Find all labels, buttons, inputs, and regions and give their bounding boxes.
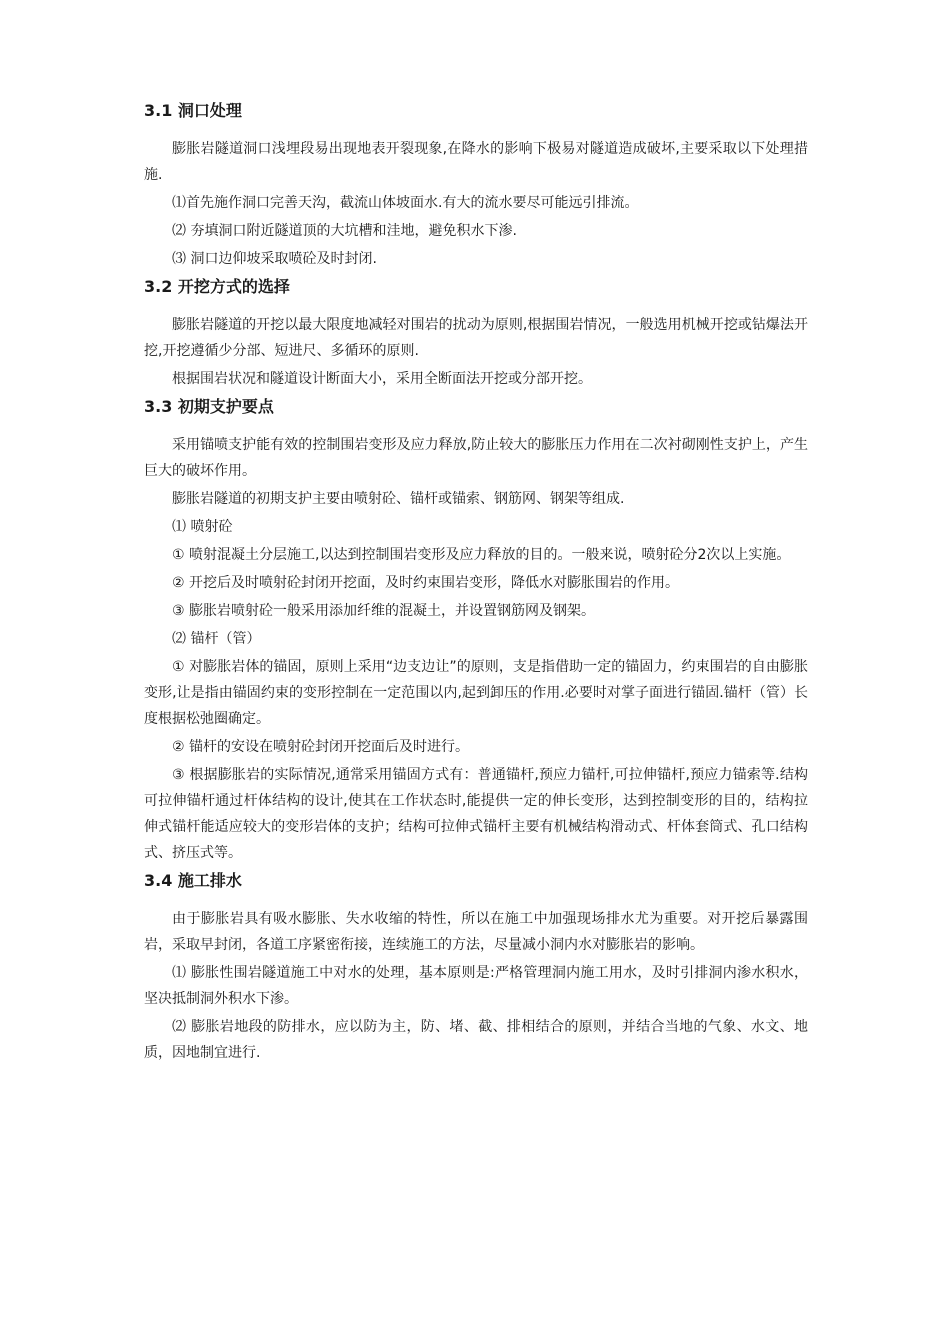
- list-item: ⑵ 膨胀岩地段的防排水，应以防为主，防、堵、截、排相结合的原则，并结合当地的气象、水文、地质，因地制宜进行.: [144, 1019, 808, 1061]
- list-item: ② 锚杆的安设在喷射砼封闭开挖面后及时进行。: [172, 739, 469, 755]
- paragraph: 采用锚喷支护能有效的控制围岩变形及应力释放,防止较大的膨胀压力作用在二次衬砌刚性支护上，产生巨大的破坏作用。: [144, 437, 808, 479]
- list-item: ③ 膨胀岩喷射砼一般采用添加纤维的混凝土，并设置钢筋网及钢架。: [172, 603, 595, 619]
- list-item: ⑵ 夯填洞口附近隧道顶的大坑槽和洼地，避免积水下渗.: [172, 223, 517, 239]
- subheading: ⑴ 喷射砼: [172, 519, 233, 535]
- document-body: [144, 98, 808, 1068]
- section-heading-3-2: 3.2 开挖方式的选择: [144, 277, 290, 296]
- paragraph: 膨胀岩隧道洞口浅埋段易出现地表开裂现象,在降水的影响下极易对隧道造成破坏,主要采取以下处理措施.: [144, 141, 808, 183]
- list-item: ③ 根据膨胀岩的实际情况,通常采用锚固方式有：普通锚杆,预应力锚杆,可拉伸锚杆,预应力锚索等.结构可拉伸锚杆通过杆体结构的设计,使其在工作状态时,能提供一定的伸长变形，达到控制变形的目的，结构拉伸式锚杆能适应较大的变形岩体的支护；结构可拉伸式锚杆主要有机械结构滑动式、杆体套筒式、孔口结构式、挤压式等。: [144, 767, 808, 861]
- paragraph: 膨胀岩隧道的开挖以最大限度地减轻对围岩的扰动为原则,根据围岩情况，一般选用机械开挖或钻爆法开挖,开挖遵循少分部、短进尺、多循环的原则.: [144, 317, 808, 359]
- list-item: ① 对膨胀岩体的锚固，原则上采用“边支边让”的原则，支是指借助一定的锚固力，约束围岩的自由膨胀变形,让是指由锚固约束的变形控制在一定范围以内,起到卸压的作用.必要时对掌子面进行锚固.锚杆（管）长度根据松弛圈确定。: [144, 659, 808, 727]
- section-heading-3-3: 3.3 初期支护要点: [144, 397, 274, 416]
- list-item: ② 开挖后及时喷射砼封闭开挖面，及时约束围岩变形，降低水对膨胀围岩的作用。: [172, 575, 679, 591]
- paragraph: 膨胀岩隧道的初期支护主要由喷射砼、锚杆或锚索、钢筋网、钢架等组成.: [172, 491, 625, 507]
- list-item: ⑴首先施作洞口完善天沟，截流山体坡面水.有大的流水要尽可能远引排流。: [172, 195, 639, 211]
- section-heading-3-1: 3.1 洞口处理: [144, 101, 242, 120]
- section-heading-3-4: 3.4 施工排水: [144, 871, 242, 890]
- list-item: ⑶ 洞口边仰坡采取喷砼及时封闭.: [172, 251, 377, 267]
- section-3-4-body: [144, 906, 808, 1066]
- section-3-2-body: [144, 312, 808, 392]
- list-item: ⑴ 膨胀性围岩隧道施工中对水的处理，基本原则是:严格管理洞内施工用水，及时引排洞内渗水积水，坚决抵制洞外积水下渗。: [144, 965, 808, 1007]
- subheading: ⑵ 锚杆（管）: [172, 631, 261, 647]
- section-3-1-body: [144, 136, 808, 272]
- paragraph: 由于膨胀岩具有吸水膨胀、失水收缩的特性，所以在施工中加强现场排水尤为重要。对开挖后暴露围岩，采取早封闭，各道工序紧密衔接，连续施工的方法，尽量减小洞内水对膨胀岩的影响。: [144, 911, 808, 953]
- section-3-3-body: [144, 432, 808, 866]
- list-item: ① 喷射混凝土分层施工,以达到控制围岩变形及应力释放的目的。一般来说，喷射砼分2次以上实施。: [172, 547, 791, 563]
- paragraph: 根据围岩状况和隧道设计断面大小，采用全断面法开挖或分部开挖。: [172, 371, 592, 387]
